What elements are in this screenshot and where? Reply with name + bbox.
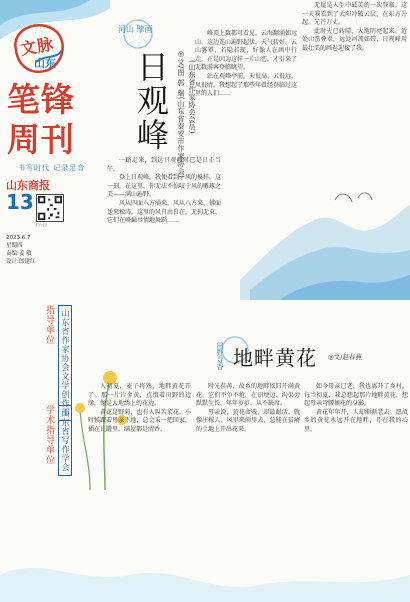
paragraph: 母亲说，黄花命贱，却最耐活。就像庄稼人，风里来雨里去，总能在贫瘠的土地上开出花来。 bbox=[196, 408, 300, 433]
qr-hint: 扫一扫 bbox=[36, 223, 47, 227]
issue-date: 2023.6.7 bbox=[6, 235, 31, 241]
paper-name: 山东商报 bbox=[6, 179, 50, 192]
paragraph: 一路走来，到达日观峰时已是日正当午。 bbox=[107, 157, 221, 173]
mountain-landscape-illustration bbox=[240, 160, 410, 300]
editor-credit: 责编:姜 敏 bbox=[6, 251, 32, 257]
article-title-2: 地畔黄花 bbox=[233, 346, 317, 370]
paragraph: 此时天已转晴，大地明亮起来。近处山峦叠翠，远处河流如带，日观峰用最壮美的画卷迎接了我。 bbox=[302, 27, 407, 52]
article-byline-3: ◎文/赵春燕 bbox=[328, 353, 362, 361]
column-label bbox=[118, 24, 153, 35]
paragraph: 黄花年年开，人却渐渐老去。愿故乡的黄花永远开在地畔，开在我的心里。 bbox=[304, 408, 408, 433]
paragraph: 如今母亲已老，我也离开了乡村。每当初夏，我总想起那片地畔黄花，想起母亲弯腰摘花的身影。 bbox=[304, 383, 408, 408]
article2-col-3 bbox=[304, 383, 408, 435]
article1-right-column bbox=[302, 2, 407, 54]
article-title: 日观峰 bbox=[132, 50, 170, 152]
slogan: 书写时代 记录足音 bbox=[18, 164, 86, 172]
seal-text: 文脉 bbox=[18, 34, 56, 59]
article2-col-2 bbox=[196, 383, 300, 435]
issue-meta bbox=[6, 234, 35, 266]
paragraph: 风从四面八方涌来，风从八方来，拂面送来松涛。这里的风自由自在，无拘无束，它们在峰巅尽情地舞蹈…… bbox=[107, 199, 222, 225]
paragraph: 登上日观峰，我便看到了风的模样。这一刻，在这里，你无法不惊叹于风的雕琢之美——满山遍野。 bbox=[107, 174, 222, 199]
paragraph: 无疑是人生中最美的一次登临。这一天我看到了太阳冲破云层，在东方升起，光芒万丈。 bbox=[302, 2, 407, 27]
designer-credit: 设计:郎建红 bbox=[6, 259, 36, 265]
issue-weekday: 星期四 bbox=[6, 243, 23, 249]
paragraph: 时光荏苒，故乡的地畔依旧开满黄花。它们不争不抢，在田埂边、沟渠旁默默生长，年年岁岁，从不缺席。 bbox=[196, 383, 300, 408]
masthead bbox=[0, 0, 86, 602]
article2-col-1 bbox=[88, 383, 191, 435]
publication-title: 笔锋周刊 bbox=[7, 80, 75, 159]
column-label-2: 田野寻香 bbox=[216, 342, 224, 370]
paragraph: 峰顶上数都可看见，云海翻涌如远山。这边连山遍野起伏，天气转好，云山雾罩，若隐若现，好像人在画中行走。正是因为这样一片山峦，才引来了无数游客登临眺望。 bbox=[195, 30, 298, 72]
sponsor-role-2: 学术指导单位 bbox=[44, 405, 54, 465]
sponsor-name: 山东省作家协会文学创作部 bbox=[58, 305, 72, 421]
paragraph: 站在观峰亭前，天很高，云很远，风很清。我想起了那些年曾经登临过这里的人们…… bbox=[195, 72, 298, 98]
sponsor-name-2: 山东省写作学会 bbox=[58, 405, 72, 476]
paragraph: 黄花是野菊，也有人叫苦菜花。小时候跟着母亲下地，总会采一把回家，插在瓦罐里，满屋都是清香。 bbox=[88, 408, 191, 433]
article-byline: ◎文/图 郭 瑞(山东省泰安市作家协会) bbox=[177, 50, 185, 179]
column-label-2: 擘画 bbox=[136, 25, 153, 34]
page-number: 13 bbox=[6, 190, 34, 214]
seal-text-2: 山东 bbox=[34, 57, 56, 70]
paragraph: 入初夏，麦子将熟，地畔黄花开了。那一片片金黄，点缀着田野的边缘，像是大地绣上的花边。 bbox=[88, 383, 191, 408]
article1-left-column bbox=[107, 157, 221, 226]
qr-code-icon[interactable] bbox=[36, 194, 64, 222]
bottom-wave-decoration bbox=[0, 545, 410, 602]
sponsor-role: 指导单位 bbox=[44, 305, 54, 345]
article1-mid-column bbox=[195, 30, 297, 99]
column-label-1: 河山 bbox=[118, 25, 134, 34]
article-byline-2: (山东省作家协会会员) bbox=[188, 60, 196, 134]
